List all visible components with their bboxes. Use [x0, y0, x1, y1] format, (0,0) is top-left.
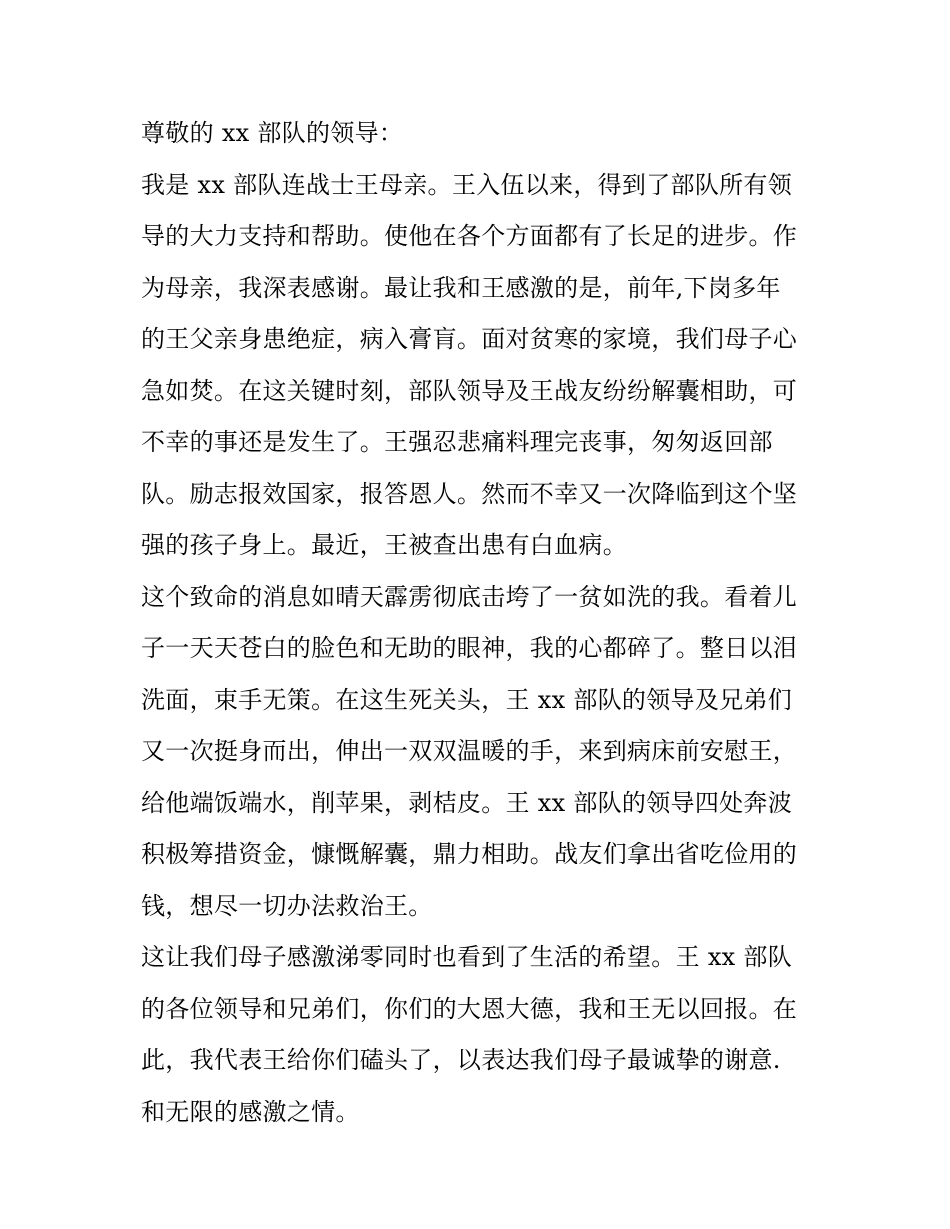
letter-body [141, 108, 821, 1138]
text-line: 此，我代表王给你们磕头了，以表达我们母子最诚挚的谢意. [141, 1046, 781, 1074]
text-line: 为母亲，我深表感谢。最让我和王感激的是，前年,下岗多年 [141, 273, 781, 302]
text-line: 队。励志报效国家，报答恩人。然而不幸又一次降临到这个坚 [141, 479, 798, 508]
text-line: 又一次挺身而出，伸出一双双温暖的手，来到病床前安慰王， [141, 737, 798, 765]
text-line: 我是 xx 部队连战士王母亲。王入伍以来，得到了部队所有领 [141, 170, 793, 199]
text-line: 和无限的感激之情。 [141, 1097, 360, 1126]
text-line: 导的大力支持和帮助。使他在各个方面都有了长足的进步。作 [141, 222, 798, 250]
text-line: 的王父亲身患绝症，病入膏肓。面对贫寒的家境，我们母子心 [141, 325, 798, 353]
text-line: 洗面，束手无策。在这生死关头，王 xx 部队的领导及兄弟们 [141, 685, 793, 714]
text-line: 积极筹措资金，慷慨解囊，鼎力相助。战友们拿出省吃俭用的 [141, 840, 798, 868]
text-line: 的各位领导和兄弟们，你们的大恩大德，我和王无以回报。在 [141, 994, 798, 1023]
text-line: 强的孩子身上。最近，王被查出患有白血病。 [141, 531, 627, 559]
text-line: 子一天天苍白的脸色和无助的眼神，我的心都碎了。整日以泪 [141, 634, 798, 662]
text-line: 急如焚。在这关键时刻，部队领导及王战友纷纷解囊相助，可 [141, 376, 798, 405]
text-line: 钱，想尽一切办法救治王。 [141, 891, 433, 920]
text-line: 给他端饭端水，削苹果，剥桔皮。王 xx 部队的领导四处奔波 [141, 788, 793, 817]
letter-salutation: 尊敬的 xx 部队的领导： [141, 119, 404, 147]
text-line: 这个致命的消息如晴天霹雳彻底击垮了一贫如洗的我。看着儿 [141, 582, 798, 611]
text-line: 这让我们母子感激涕零同时也看到了生活的希望。王 xx 部队 [141, 943, 793, 971]
text-line: 不幸的事还是发生了。王强忍悲痛料理完丧事，匆匆返回部 [141, 428, 773, 456]
